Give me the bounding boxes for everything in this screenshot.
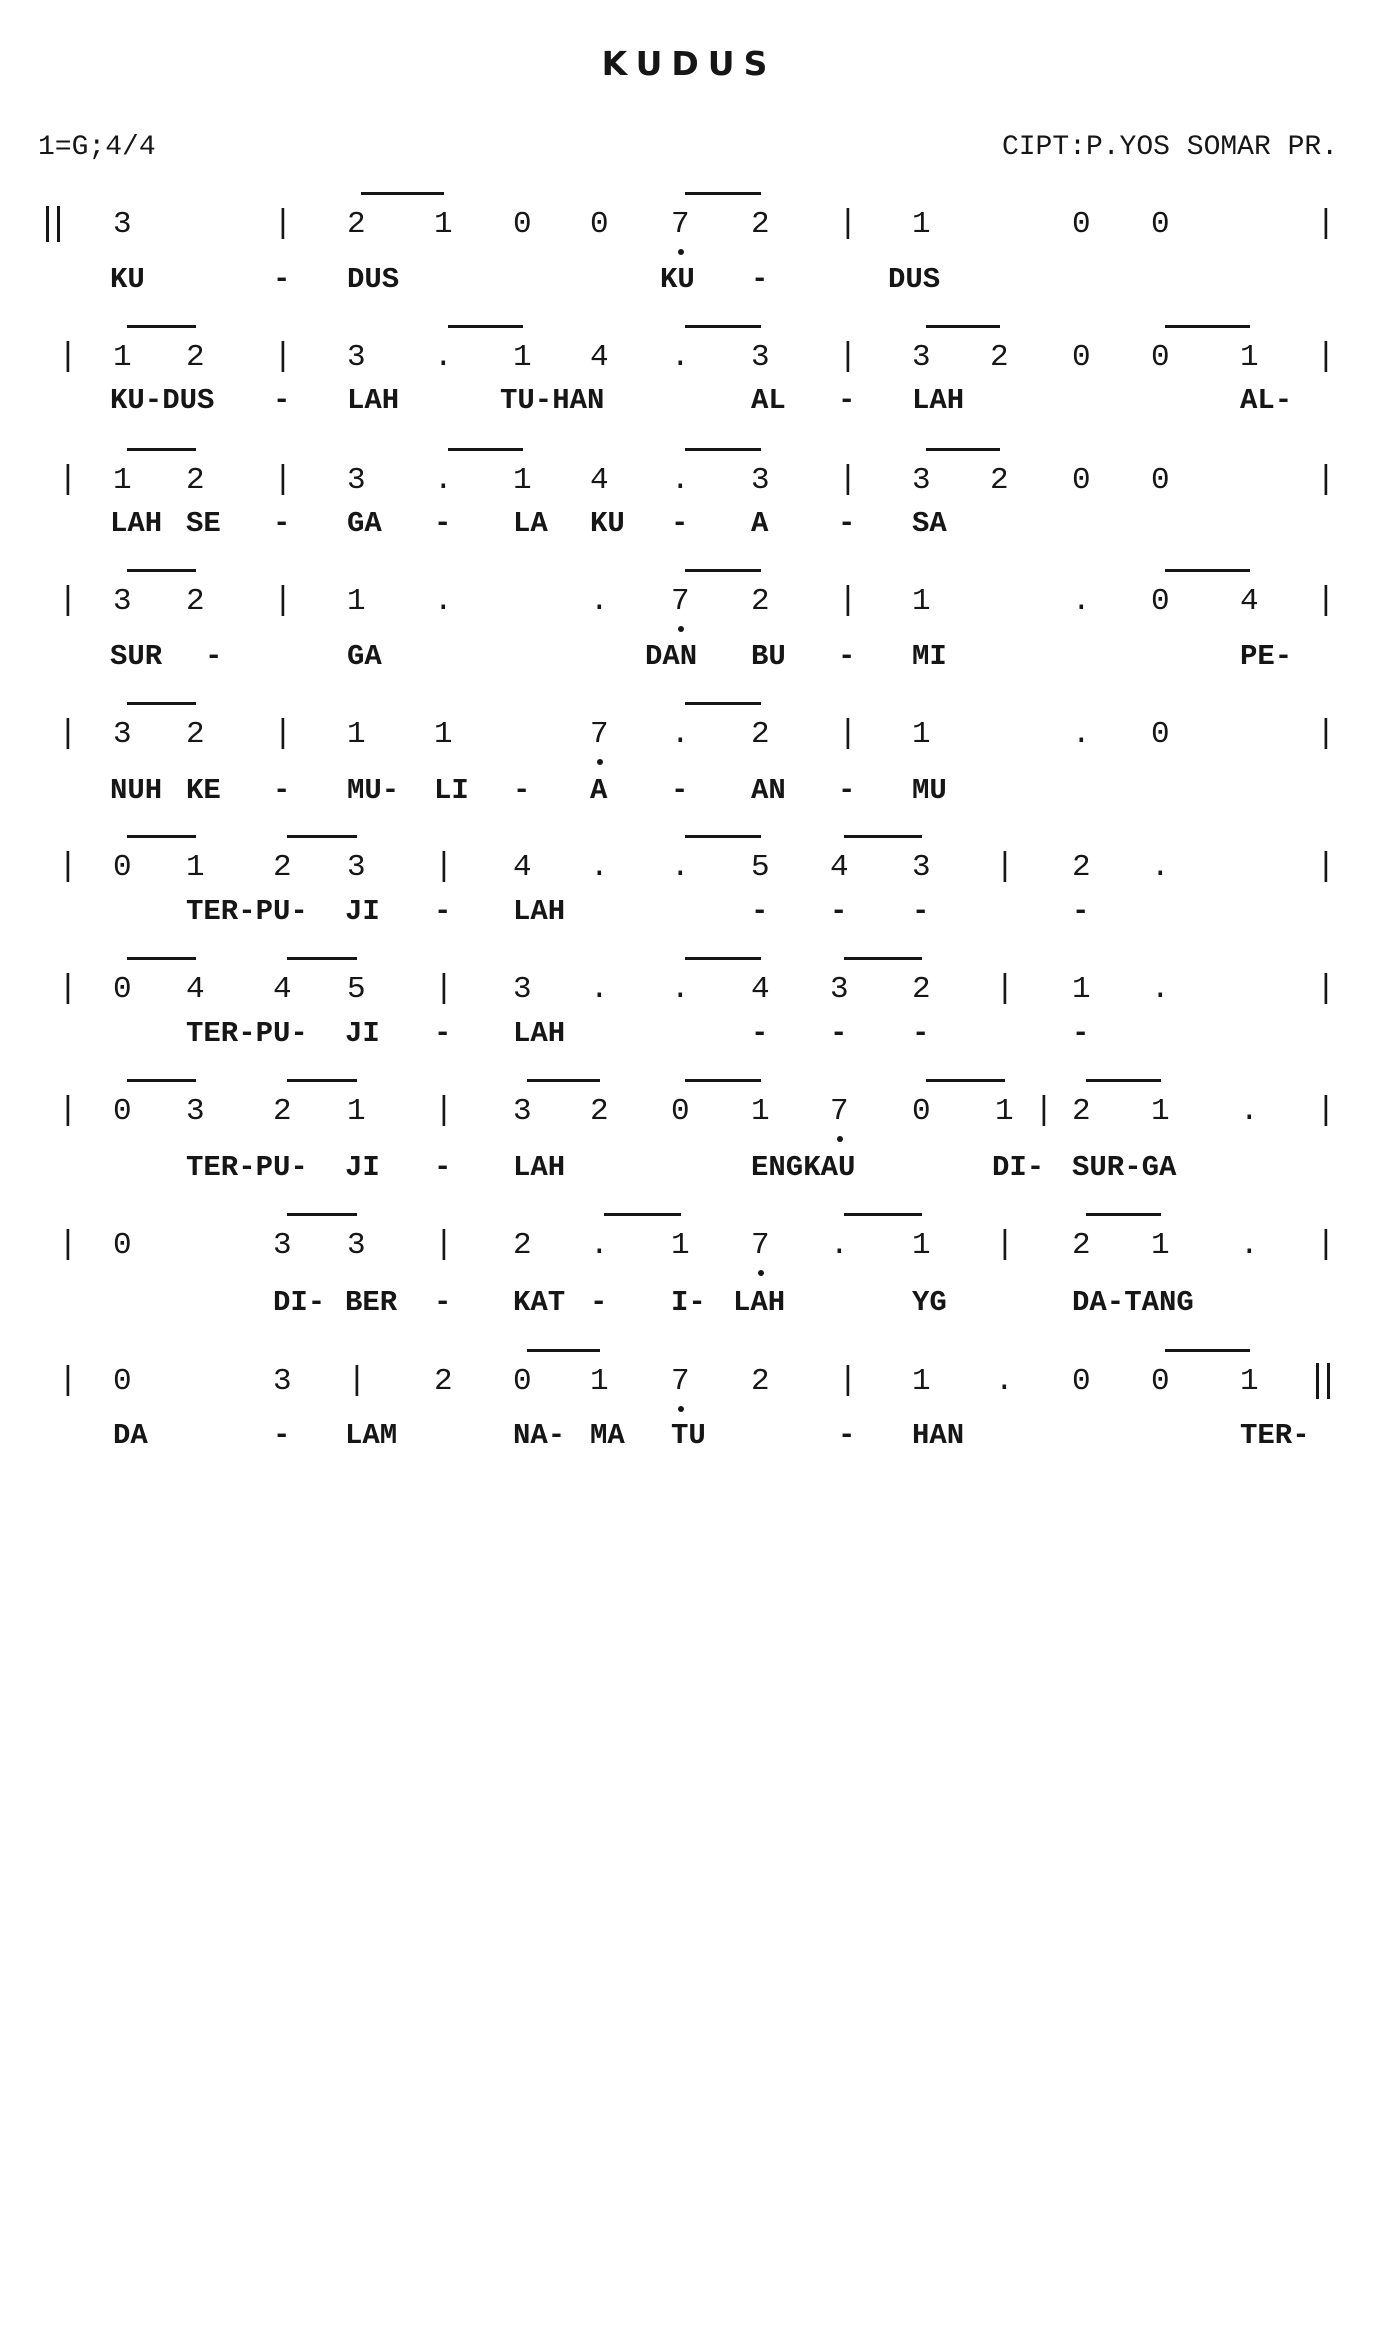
note: 1 (1240, 1364, 1259, 1399)
note: 2 (513, 1228, 532, 1263)
note: 3 (912, 850, 931, 885)
barline: | (434, 970, 454, 1007)
beam-line (1086, 1079, 1161, 1082)
lyric-syllable: MU (912, 774, 947, 807)
lyric-syllable: BU (751, 640, 786, 673)
low-octave-dot (678, 249, 684, 255)
key-signature: 1=G;4/4 (38, 132, 156, 163)
lyric-syllable: - (205, 640, 223, 673)
duration-dot: . (1072, 584, 1091, 619)
lyric-syllable: LAH (912, 384, 965, 417)
note: 1 (995, 1094, 1014, 1129)
lyric-syllable: MI (912, 640, 947, 673)
note: 2 (990, 463, 1009, 498)
note: 3 (751, 463, 770, 498)
duration-dot: . (671, 463, 690, 498)
barline: | (838, 715, 858, 752)
barline: | (273, 338, 293, 375)
lyric-syllable: LAH (347, 384, 400, 417)
note: 7 (671, 207, 690, 242)
rest-note: 0 (113, 1228, 132, 1263)
barline: | (1316, 1092, 1336, 1129)
lyric-syllable: - (838, 507, 856, 540)
lyric-syllable: MU- (347, 774, 400, 807)
lyric-syllable: - (273, 1419, 291, 1452)
lyric-syllable: - (434, 1151, 452, 1184)
beam-line (685, 325, 761, 328)
lyric-syllable: DA-TANG (1072, 1286, 1194, 1319)
barline: | (273, 715, 293, 752)
note: 2 (912, 972, 931, 1007)
rest-note: 0 (1072, 207, 1091, 242)
barline: | (58, 1226, 78, 1263)
note: 1 (186, 850, 205, 885)
note: 1 (590, 1364, 609, 1399)
lyric-syllable: TER-PU- (186, 1151, 308, 1184)
beam-line (685, 448, 761, 451)
note: 3 (347, 340, 366, 375)
rest-note: 0 (113, 972, 132, 1007)
note: 2 (347, 207, 366, 242)
note: 3 (912, 463, 931, 498)
beam-line (448, 325, 523, 328)
note: 4 (1240, 584, 1259, 619)
lyric-syllable: A (751, 507, 769, 540)
duration-dot: . (671, 850, 690, 885)
lyric-syllable: - (671, 774, 689, 807)
beam-line (127, 957, 196, 960)
lyric-syllable: LAM (345, 1419, 398, 1452)
rest-note: 0 (1072, 1364, 1091, 1399)
lyric-syllable: - (434, 507, 452, 540)
duration-dot: . (1151, 972, 1170, 1007)
note: 2 (186, 463, 205, 498)
note: 2 (186, 584, 205, 619)
note: 1 (912, 584, 931, 619)
note: 1 (912, 717, 931, 752)
beam-line (127, 448, 196, 451)
lyric-syllable: DUS (347, 263, 400, 296)
low-octave-dot (678, 626, 684, 632)
barline: | (1316, 715, 1336, 752)
barline: | (995, 848, 1015, 885)
lyric-syllable: I- (671, 1286, 706, 1319)
barline: | (838, 338, 858, 375)
lyric-syllable: SUR (110, 640, 163, 673)
barline: | (995, 970, 1015, 1007)
lyric-syllable: - (751, 263, 769, 296)
barline: | (1316, 338, 1336, 375)
note: 7 (590, 717, 609, 752)
beam-line (1165, 569, 1250, 572)
lyric-syllable: KU (590, 507, 625, 540)
composer-credit: CIPT:P.YOS SOMAR PR. (1001, 132, 1338, 163)
lyric-syllable: - (434, 1017, 452, 1050)
note: 3 (751, 340, 770, 375)
beam-line (127, 569, 196, 572)
low-octave-dot (837, 1136, 843, 1142)
lyric-syllable: - (912, 895, 930, 928)
duration-dot: . (1151, 850, 1170, 885)
duration-dot: . (434, 584, 453, 619)
lyric-syllable: KAT (513, 1286, 566, 1319)
barline: | (838, 582, 858, 619)
note: 1 (1151, 1094, 1170, 1129)
note: 1 (912, 1364, 931, 1399)
beam-line (685, 957, 761, 960)
beam-line (844, 957, 922, 960)
lyric-syllable: JI (345, 895, 380, 928)
note: 4 (590, 340, 609, 375)
lyric-syllable: AL (751, 384, 786, 417)
lyric-syllable: KU (110, 263, 145, 296)
barline: | (434, 1226, 454, 1263)
rest-note: 0 (113, 1094, 132, 1129)
note: 3 (273, 1228, 292, 1263)
note: 1 (347, 1094, 366, 1129)
note: 7 (671, 584, 690, 619)
note: 2 (186, 717, 205, 752)
lyric-syllable: KU (660, 263, 695, 296)
barline: | (273, 205, 293, 242)
note: 4 (751, 972, 770, 1007)
lyric-syllable: TU (671, 1419, 706, 1452)
low-octave-dot (758, 1270, 764, 1276)
beam-line (844, 835, 922, 838)
lyric-syllable: KU-DUS (110, 384, 215, 417)
note: 2 (751, 584, 770, 619)
lyric-syllable: LAH (513, 895, 566, 928)
rest-note: 0 (1151, 717, 1170, 752)
note: 2 (751, 717, 770, 752)
rest-note: 0 (1072, 340, 1091, 375)
note: 2 (590, 1094, 609, 1129)
note: 1 (113, 463, 132, 498)
note: 2 (751, 207, 770, 242)
barline: | (58, 338, 78, 375)
note: 1 (513, 463, 532, 498)
beam-line (127, 702, 196, 705)
rest-note: 0 (1151, 1364, 1170, 1399)
lyric-syllable: AL- (1240, 384, 1293, 417)
beam-line (127, 325, 196, 328)
lyric-syllable: - (434, 1286, 452, 1319)
barline: | (1316, 848, 1336, 885)
note: 4 (513, 850, 532, 885)
beam-line (926, 325, 1000, 328)
note: 2 (1072, 850, 1091, 885)
note: 1 (434, 717, 453, 752)
note: 3 (513, 1094, 532, 1129)
lyric-syllable: LAH (513, 1151, 566, 1184)
lyric-syllable: TER-PU- (186, 895, 308, 928)
lyric-syllable: - (838, 640, 856, 673)
duration-dot: . (671, 972, 690, 1007)
beam-line (287, 1079, 357, 1082)
lyric-syllable: SUR-GA (1072, 1151, 1177, 1184)
double-barline (46, 206, 60, 242)
song-title: KUDUS (601, 44, 777, 83)
lyric-syllable: KE (186, 774, 221, 807)
low-octave-dot (678, 1406, 684, 1412)
rest-note: 0 (113, 1364, 132, 1399)
barline: | (58, 848, 78, 885)
beam-line (527, 1349, 600, 1352)
duration-dot: . (1240, 1228, 1259, 1263)
note: 2 (273, 850, 292, 885)
barline: | (58, 970, 78, 1007)
note: 4 (590, 463, 609, 498)
rest-note: 0 (513, 1364, 532, 1399)
barline: | (273, 582, 293, 619)
barline: | (347, 1362, 367, 1399)
lyric-syllable: PE- (1240, 640, 1293, 673)
beam-line (685, 192, 761, 195)
lyric-syllable: HAN (912, 1419, 965, 1452)
note: 1 (347, 584, 366, 619)
note: 2 (990, 340, 1009, 375)
note: 1 (1072, 972, 1091, 1007)
note: 2 (751, 1364, 770, 1399)
barline: | (58, 1362, 78, 1399)
beam-line (926, 448, 1000, 451)
note: 7 (751, 1228, 770, 1263)
note: 3 (830, 972, 849, 1007)
lyric-syllable: LAH (513, 1017, 566, 1050)
note: 1 (347, 717, 366, 752)
barline: | (58, 1092, 78, 1129)
duration-dot: . (590, 972, 609, 1007)
note: 4 (273, 972, 292, 1007)
barline: | (434, 1092, 454, 1129)
lyric-syllable: - (590, 1286, 608, 1319)
rest-note: 0 (1151, 207, 1170, 242)
rest-note: 0 (1151, 463, 1170, 498)
beam-line (1086, 1213, 1161, 1216)
rest-note: 0 (113, 850, 132, 885)
lyric-syllable: - (1072, 1017, 1090, 1050)
rest-note: 0 (912, 1094, 931, 1129)
note: 1 (434, 207, 453, 242)
lyric-syllable: - (513, 774, 531, 807)
beam-line (604, 1213, 681, 1216)
duration-dot: . (671, 340, 690, 375)
barline: | (1034, 1092, 1054, 1129)
lyric-syllable: MA (590, 1419, 625, 1452)
lyric-syllable: SA (912, 507, 947, 540)
lyric-syllable: - (273, 384, 291, 417)
note: 2 (186, 340, 205, 375)
lyric-syllable: LAH (733, 1286, 786, 1319)
duration-dot: . (590, 584, 609, 619)
lyric-syllable: NA- (513, 1419, 566, 1452)
barline: | (58, 582, 78, 619)
note: 1 (671, 1228, 690, 1263)
duration-dot: . (671, 717, 690, 752)
note: 1 (113, 340, 132, 375)
duration-dot: . (590, 1228, 609, 1263)
barline: | (1316, 1226, 1336, 1263)
lyric-syllable: - (671, 507, 689, 540)
lyric-syllable: - (273, 263, 291, 296)
lyric-syllable: - (838, 774, 856, 807)
lyric-syllable: TER-PU- (186, 1017, 308, 1050)
beam-line (127, 835, 196, 838)
note: 3 (273, 1364, 292, 1399)
lyric-syllable: - (838, 1419, 856, 1452)
barline: | (1316, 970, 1336, 1007)
beam-line (361, 192, 444, 195)
barline: | (58, 461, 78, 498)
note: 3 (186, 1094, 205, 1129)
lyric-syllable: BER (345, 1286, 398, 1319)
barline: | (1316, 582, 1336, 619)
beam-line (287, 957, 357, 960)
lyric-syllable: - (273, 507, 291, 540)
lyric-syllable: - (751, 895, 769, 928)
note: 1 (513, 340, 532, 375)
lyric-syllable: - (434, 895, 452, 928)
beam-line (287, 1213, 357, 1216)
barline: | (273, 461, 293, 498)
note: 7 (671, 1364, 690, 1399)
barline: | (1316, 205, 1336, 242)
barline: | (1316, 461, 1336, 498)
beam-line (685, 835, 761, 838)
beam-line (926, 1079, 1005, 1082)
duration-dot: . (995, 1364, 1014, 1399)
lyric-syllable: ENGKAU (751, 1151, 856, 1184)
beam-line (685, 569, 761, 572)
beam-line (844, 1213, 922, 1216)
double-barline (1316, 1363, 1330, 1399)
note: 3 (113, 584, 132, 619)
duration-dot: . (830, 1228, 849, 1263)
lyric-syllable: DAN (645, 640, 698, 673)
duration-dot: . (434, 340, 453, 375)
note: 3 (347, 463, 366, 498)
beam-line (1165, 1349, 1250, 1352)
lyric-syllable: - (273, 774, 291, 807)
note: 5 (751, 850, 770, 885)
lyric-syllable: - (912, 1017, 930, 1050)
note: 3 (113, 717, 132, 752)
note: 1 (751, 1094, 770, 1129)
duration-dot: . (590, 850, 609, 885)
duration-dot: . (1240, 1094, 1259, 1129)
lyric-syllable: JI (345, 1017, 380, 1050)
note: 3 (912, 340, 931, 375)
lyric-syllable: LA (513, 507, 548, 540)
note: 1 (1151, 1228, 1170, 1263)
barline: | (434, 848, 454, 885)
note: 1 (912, 207, 931, 242)
barline: | (58, 715, 78, 752)
beam-line (685, 702, 761, 705)
lyric-syllable: - (751, 1017, 769, 1050)
lyric-syllable: SE (186, 507, 221, 540)
rest-note: 0 (513, 207, 532, 242)
note: 5 (347, 972, 366, 1007)
rest-note: 0 (1151, 584, 1170, 619)
lyric-syllable: TER- (1240, 1419, 1310, 1452)
duration-dot: . (434, 463, 453, 498)
note: 3 (513, 972, 532, 1007)
beam-line (448, 448, 523, 451)
note: 4 (830, 850, 849, 885)
rest-note: 0 (671, 1094, 690, 1129)
lyric-syllable: - (1072, 895, 1090, 928)
rest-note: 0 (1151, 340, 1170, 375)
lyric-syllable: A (590, 774, 608, 807)
rest-note: 0 (590, 207, 609, 242)
barline: | (838, 205, 858, 242)
note: 2 (273, 1094, 292, 1129)
note: 3 (347, 1228, 366, 1263)
beam-line (127, 1079, 196, 1082)
barline: | (838, 461, 858, 498)
lyric-syllable: - (830, 1017, 848, 1050)
lyric-syllable: DI- (992, 1151, 1045, 1184)
note: 7 (830, 1094, 849, 1129)
barline: | (838, 1362, 858, 1399)
lyric-syllable: YG (912, 1286, 947, 1319)
lyric-syllable: - (830, 895, 848, 928)
note: 2 (434, 1364, 453, 1399)
lyric-syllable: LAH (110, 507, 163, 540)
barline: | (995, 1226, 1015, 1263)
beam-line (1165, 325, 1250, 328)
lyric-syllable: LI (434, 774, 469, 807)
note: 3 (347, 850, 366, 885)
rest-note: 0 (1072, 463, 1091, 498)
beam-line (527, 1079, 600, 1082)
lyric-syllable: TU-HAN (500, 384, 605, 417)
note: 1 (912, 1228, 931, 1263)
lyric-syllable: NUH (110, 774, 163, 807)
beam-line (287, 835, 357, 838)
lyric-syllable: DI- (273, 1286, 326, 1319)
duration-dot: . (1072, 717, 1091, 752)
note: 3 (113, 207, 132, 242)
lyric-syllable: DUS (888, 263, 941, 296)
low-octave-dot (597, 759, 603, 765)
lyric-syllable: - (838, 384, 856, 417)
lyric-syllable: GA (347, 507, 382, 540)
lyric-syllable: GA (347, 640, 382, 673)
note: 2 (1072, 1094, 1091, 1129)
note: 4 (186, 972, 205, 1007)
lyric-syllable: DA (113, 1419, 148, 1452)
lyric-syllable: AN (751, 774, 786, 807)
beam-line (685, 1079, 761, 1082)
note: 2 (1072, 1228, 1091, 1263)
note: 1 (1240, 340, 1259, 375)
lyric-syllable: JI (345, 1151, 380, 1184)
